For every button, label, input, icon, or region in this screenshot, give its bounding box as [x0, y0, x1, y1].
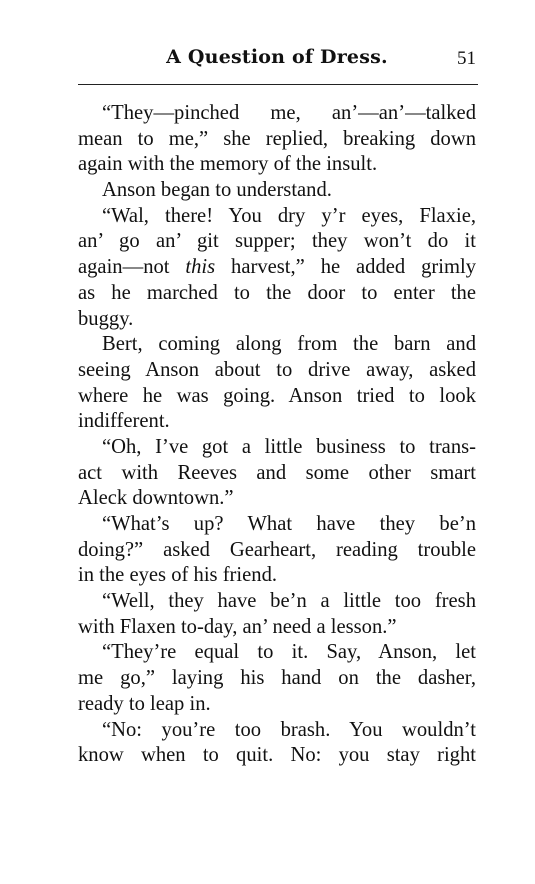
text-line: me go,” laying his hand on the dasher,	[78, 667, 476, 690]
text-line: with Flaxen to-day, an’ need a lesson.”	[78, 615, 397, 638]
text-line: Bert, coming along from the barn and	[102, 333, 476, 356]
paragraph	[78, 435, 476, 512]
text-line: know when to quit. No: you stay right	[78, 744, 476, 767]
text-line: “No: you’re too brash. You wouldn’t	[102, 718, 476, 741]
text-line: “Oh, I’ve got a little business to trans-	[102, 435, 476, 458]
text-line: again with the memory of the insult.	[78, 153, 378, 176]
text-line: doing?” asked Gearheart, reading trouble	[78, 538, 476, 561]
header-rule	[78, 84, 478, 85]
text-line: “What’s up? What have they be’n	[102, 513, 476, 535]
paragraph	[78, 589, 476, 640]
text-line: act with Reeves and some other smart	[78, 461, 476, 484]
text-line: indifferent.	[78, 410, 170, 433]
paragraph	[78, 101, 476, 178]
text-line: an’ go an’ git supper; they won’t do it	[78, 230, 476, 253]
text-line: seeing Anson about to drive away, asked	[78, 358, 476, 381]
body-text	[78, 101, 476, 769]
text-line: again—not this harvest,” he added grimly	[78, 256, 477, 279]
text-line: mean to me,” she replied, breaking down	[78, 127, 476, 150]
paragraph	[78, 718, 476, 769]
paragraph	[78, 640, 476, 717]
paragraph	[78, 204, 476, 332]
text-line: “Well, they have be’n a little too fresh	[102, 590, 476, 613]
text-line: ready to leap in.	[78, 692, 211, 715]
text-line: where he was going. Anson tried to look	[78, 384, 476, 407]
paragraph	[78, 178, 476, 204]
text-line: buggy.	[78, 307, 134, 330]
text-line: as he marched to the door to enter the	[78, 281, 476, 304]
paragraph	[78, 332, 476, 435]
page-header	[78, 44, 476, 72]
text-line: “They’re equal to it. Say, Anson, let	[102, 641, 476, 664]
emphasis: this	[185, 256, 216, 279]
page-number: 51	[457, 48, 476, 69]
text-line: Aleck downtown.”	[78, 487, 234, 510]
paragraph	[78, 512, 476, 589]
text-line: “They—pinched me, an’—an’—talked	[102, 102, 476, 124]
running-title: A Question of Dress.	[166, 46, 388, 68]
text-line: in the eyes of his friend.	[78, 564, 278, 587]
text-line: “Wal, there! You dry y’r eyes, Flaxie,	[102, 204, 476, 227]
text-line: Anson began to understand.	[102, 179, 332, 202]
